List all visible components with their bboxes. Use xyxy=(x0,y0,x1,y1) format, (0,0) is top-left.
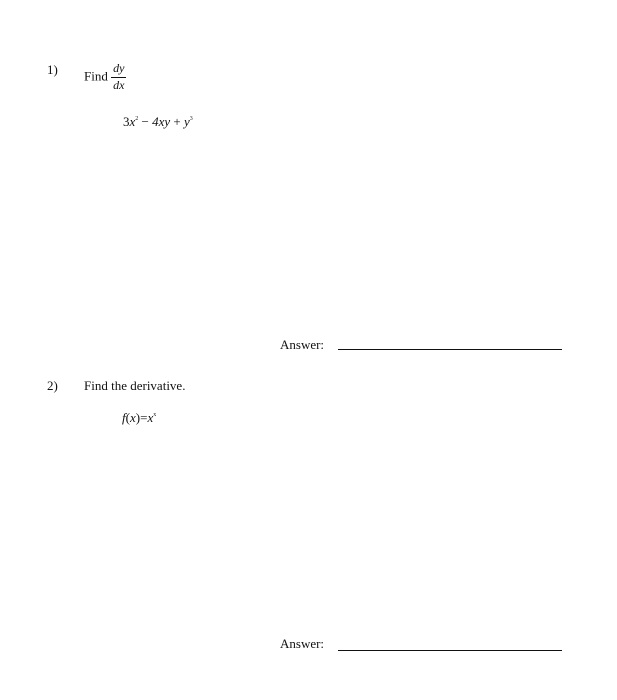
question-1-prompt: Find xyxy=(84,68,108,84)
derivative-fraction xyxy=(111,62,126,93)
equals-sign: = xyxy=(140,410,148,425)
question-2-answer-label: Answer: xyxy=(280,636,325,651)
operator-plus: + xyxy=(173,114,181,129)
fraction-denominator: dx xyxy=(113,77,125,92)
fraction-numerator: dy xyxy=(111,62,126,78)
term3-exponent: 3 xyxy=(189,116,193,122)
operator-minus: − xyxy=(141,114,149,129)
question-1-prompt-row xyxy=(84,62,126,93)
question-2-answer-line[interactable] xyxy=(338,650,562,651)
term1-coefficient: 3 xyxy=(123,114,130,129)
question-1-answer-line[interactable] xyxy=(338,349,562,350)
term1-exponent: 2 xyxy=(135,116,139,122)
term1-variable: x xyxy=(129,114,136,129)
term2: 4xy xyxy=(152,114,171,129)
question-1-answer-label: Answer: xyxy=(280,337,325,352)
function-argument: x xyxy=(129,410,136,425)
power-base: x xyxy=(147,410,154,425)
question-2-prompt: Find the derivative. xyxy=(84,378,186,393)
question-2-number: 2) xyxy=(47,378,58,393)
function-name: f xyxy=(122,410,126,425)
question-2-expression xyxy=(122,410,156,426)
question-1-expression xyxy=(123,114,193,130)
question-1-number: 1) xyxy=(47,62,58,77)
right-paren: ) xyxy=(135,410,141,425)
power-exponent: x xyxy=(153,412,157,418)
term3-variable: y xyxy=(184,114,190,129)
left-paren: ( xyxy=(125,410,130,425)
